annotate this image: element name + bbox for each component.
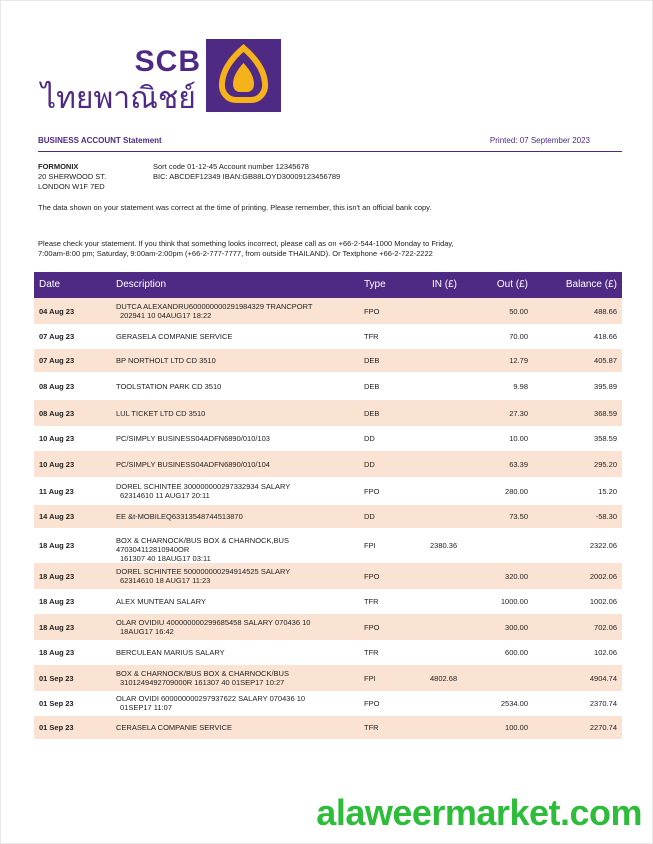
row-type: FPO (364, 699, 380, 708)
row-out-amount: 280.00 (505, 487, 528, 496)
row-date: 18 Aug 23 (39, 648, 75, 657)
row-balance: 102.06 (594, 648, 617, 657)
row-date: 08 Aug 23 (39, 382, 75, 391)
account-details (153, 162, 340, 182)
row-balance: 368.59 (594, 409, 617, 418)
row-date: 18 Aug 23 (39, 572, 75, 581)
description-line-1: GERASELA COMPANIE SERVICE (116, 332, 233, 341)
row-date: 04 Aug 23 (39, 307, 75, 316)
row-type: FPO (364, 623, 380, 632)
account-holder-address (38, 162, 106, 192)
description-line-2: 62314610 11 AUG17 20:11 (120, 491, 210, 500)
row-date: 11 Aug 23 (39, 487, 74, 496)
table-row (34, 298, 622, 325)
description-line-1: BOX & CHARNOCK/BUS BOX & CHARNOCK,BUS 470304112810940OR (116, 536, 289, 554)
row-type: FPO (364, 487, 380, 496)
row-balance: 1002.06 (589, 597, 617, 606)
row-type: DEB (364, 409, 380, 418)
row-type: DD (364, 512, 375, 521)
row-date: 18 Aug 23 (39, 597, 75, 606)
row-out-amount: 27.30 (509, 409, 528, 418)
table-row (34, 529, 622, 563)
row-description (116, 434, 356, 443)
row-date: 18 Aug 23 (39, 541, 75, 550)
watermark-text: alaweermarket.com (316, 792, 642, 833)
description-line-2: 01SEP17 11:07 (120, 703, 172, 712)
printed-date: Printed: 07 September 2023 (489, 136, 590, 145)
table-row (34, 692, 622, 716)
table-row (34, 400, 622, 427)
table-row (34, 716, 622, 740)
row-date: 07 Aug 23 (39, 356, 75, 365)
row-type: FPI (364, 541, 376, 550)
statement-title: BUSINESS ACCOUNT Statement (38, 136, 162, 145)
row-description (116, 302, 356, 320)
row-out-amount: 70.00 (509, 332, 528, 341)
description-line-1: DOREL SCHINTEE 500000000294914525 SALARY (116, 567, 291, 576)
row-balance: 395.89 (594, 382, 617, 391)
row-description (116, 618, 356, 636)
description-line-1: BP NORTHOLT LTD CD 3510 (116, 356, 216, 365)
row-out-amount: 63.39 (509, 460, 528, 469)
description-line-1: LUL TICKET LTD CD 3510 (116, 409, 206, 418)
row-type: FPI (364, 674, 376, 683)
row-balance: 295.20 (594, 460, 617, 469)
table-header (34, 272, 622, 298)
description-line-1: OLAR OVIDIU 400000000299685458 SALARY 070436 10 (116, 618, 311, 627)
row-balance: 2322.06 (589, 541, 617, 550)
row-type: FPO (364, 572, 380, 581)
row-description (116, 723, 356, 732)
description-line-1: EE &t-MOBILEQ63313548744513870 (116, 512, 243, 521)
row-description (116, 332, 356, 341)
row-description (116, 356, 356, 365)
table-row (34, 478, 622, 505)
row-type: TFR (364, 332, 379, 341)
row-out-amount: 100.00 (505, 723, 528, 732)
row-balance: 488.66 (594, 307, 617, 316)
description-line-2: 62314610 18 AUG17 11:23 (120, 576, 211, 585)
row-out-amount: 2534.00 (500, 699, 528, 708)
table-row (34, 325, 622, 349)
row-date: 07 Aug 23 (39, 332, 75, 341)
row-type: DEB (364, 382, 380, 391)
description-line-1: DOREL SCHINTEE 300000000297332934 SALARY (116, 482, 291, 491)
col-in-header: IN (£) (432, 279, 457, 290)
row-out-amount: 320.00 (505, 572, 528, 581)
row-date: 01 Sep 23 (39, 674, 74, 683)
bic-iban-line: BIC: ABCDEF12349 IBAN:GB88LOYD30009123456789 (153, 172, 341, 181)
description-line-1: CERASELA COMPANIE SERVICE (116, 723, 233, 732)
col-out-header: Out (£) (496, 279, 528, 290)
row-description (116, 409, 356, 418)
table-row (34, 590, 622, 614)
row-type: DEB (364, 356, 380, 365)
row-balance: 2270.74 (589, 723, 617, 732)
row-description (116, 460, 356, 469)
row-balance: 358.59 (594, 434, 617, 443)
row-balance: 405.87 (594, 356, 617, 365)
row-out-amount: 300.00 (505, 623, 528, 632)
row-out-amount: 9.98 (513, 382, 528, 391)
row-out-amount: 600.00 (505, 648, 528, 657)
description-line-2: 161307 40 18AUG17 03:11 (120, 554, 211, 563)
row-description (116, 567, 356, 585)
description-line-1: PC/SIMPLY BUSINESS04ADFN6890/010/103 (116, 434, 270, 443)
row-balance: 418.66 (594, 332, 617, 341)
row-type: TFR (364, 648, 379, 657)
table-row (34, 614, 622, 641)
row-balance: -58.30 (595, 512, 617, 521)
address-line-1: 20 SHERWOOD ST. (38, 172, 107, 181)
description-line-1: BERCULEAN MARIUS SALARY (116, 648, 225, 657)
col-type-header: Type (364, 279, 386, 290)
row-type: DD (364, 434, 375, 443)
description-line-1: ALEX MUNTEAN SALARY (116, 597, 206, 606)
description-line-2: 202941 10 04AUG17 18:22 (120, 311, 212, 320)
description-line-1: DUTCA ALEXANDRU600000000291984329 TRANCPORT (116, 302, 313, 311)
row-date: 01 Sep 23 (39, 723, 74, 732)
row-date: 10 Aug 23 (39, 434, 75, 443)
row-type: DD (364, 460, 375, 469)
row-out-amount: 12.79 (509, 356, 528, 365)
row-description (116, 536, 356, 563)
table-row (34, 373, 622, 400)
description-line-2: 3101249492709000R 161307 40 01SEP17 10:27 (120, 678, 285, 687)
row-date: 18 Aug 23 (39, 623, 75, 632)
accuracy-note: The data shown on your statement was correct at the time of printing. Please remember, this isn't an official bank copy. (38, 203, 432, 212)
header-divider (38, 151, 622, 152)
description-line-1: OLAR OVIDI 600000000297937622 SALARY 070436 10 (116, 694, 306, 703)
row-description (116, 512, 356, 521)
col-balance-header: Balance (£) (565, 279, 617, 290)
row-balance: 4904.74 (589, 674, 617, 683)
row-description (116, 382, 356, 391)
col-description-header: Description (116, 279, 167, 290)
table-row (34, 427, 622, 451)
row-in-amount: 4802.68 (430, 674, 458, 683)
account-holder-name: FORMONIX (38, 162, 79, 171)
col-date-header: Date (39, 279, 61, 290)
logo-thai-text: ไทยพาณิชย์ (41, 81, 196, 116)
row-type: TFR (364, 597, 379, 606)
row-description (116, 669, 356, 687)
table-row (34, 641, 622, 665)
table-row (34, 349, 622, 373)
row-description (116, 648, 356, 657)
address-line-2: LONDON W1F 7ED (38, 182, 105, 191)
row-balance: 2002.06 (589, 572, 617, 581)
row-date: 08 Aug 23 (39, 409, 75, 418)
row-balance: 702.06 (594, 623, 617, 632)
transactions-table (34, 272, 622, 740)
row-type: FPO (364, 307, 380, 316)
row-balance: 15.20 (598, 487, 617, 496)
table-row (34, 563, 622, 590)
description-line-1: TOOLSTATION PARK CD 3510 (116, 382, 222, 391)
table-row (34, 451, 622, 478)
row-out-amount: 10.00 (509, 434, 528, 443)
scb-emblem-icon (206, 39, 281, 112)
row-in-amount: 2380.36 (430, 541, 458, 550)
row-description (116, 694, 356, 712)
sort-code-line: Sort code 01-12-45 Account number 12345678 (153, 162, 309, 171)
row-out-amount: 73.50 (509, 512, 528, 521)
row-balance: 2370.74 (589, 699, 617, 708)
row-out-amount: 1000.00 (500, 597, 528, 606)
description-line-1: PC/SIMPLY BUSINESS04ADFN6890/010/104 (116, 460, 270, 469)
check-statement-note: Please check your statement. If you think that something looks incorrect, please call as on +66-2-544-1000 Monday to Friday, 7:00am-8:00 pm; Saturday, 9:00am-2:00pm (+66-2-777-7777, from outside THAILAND). Or Textphone +66-2-722-2222 (38, 239, 454, 258)
row-description (116, 482, 356, 500)
row-date: 14 Aug 23 (39, 512, 75, 521)
row-date: 01 Sep 23 (39, 699, 74, 708)
row-type: TFR (364, 723, 379, 732)
logo-brand-text: SCB (134, 45, 201, 78)
row-description (116, 597, 356, 606)
row-date: 10 Aug 23 (39, 460, 75, 469)
description-line-1: BOX & CHARNOCK/BUS BOX & CHARNOCK/BUS (116, 669, 289, 678)
table-row (34, 505, 622, 529)
table-row (34, 665, 622, 692)
row-out-amount: 50.00 (509, 307, 528, 316)
description-line-2: 18AUG17 16:42 (120, 627, 174, 636)
table-body (34, 298, 622, 740)
